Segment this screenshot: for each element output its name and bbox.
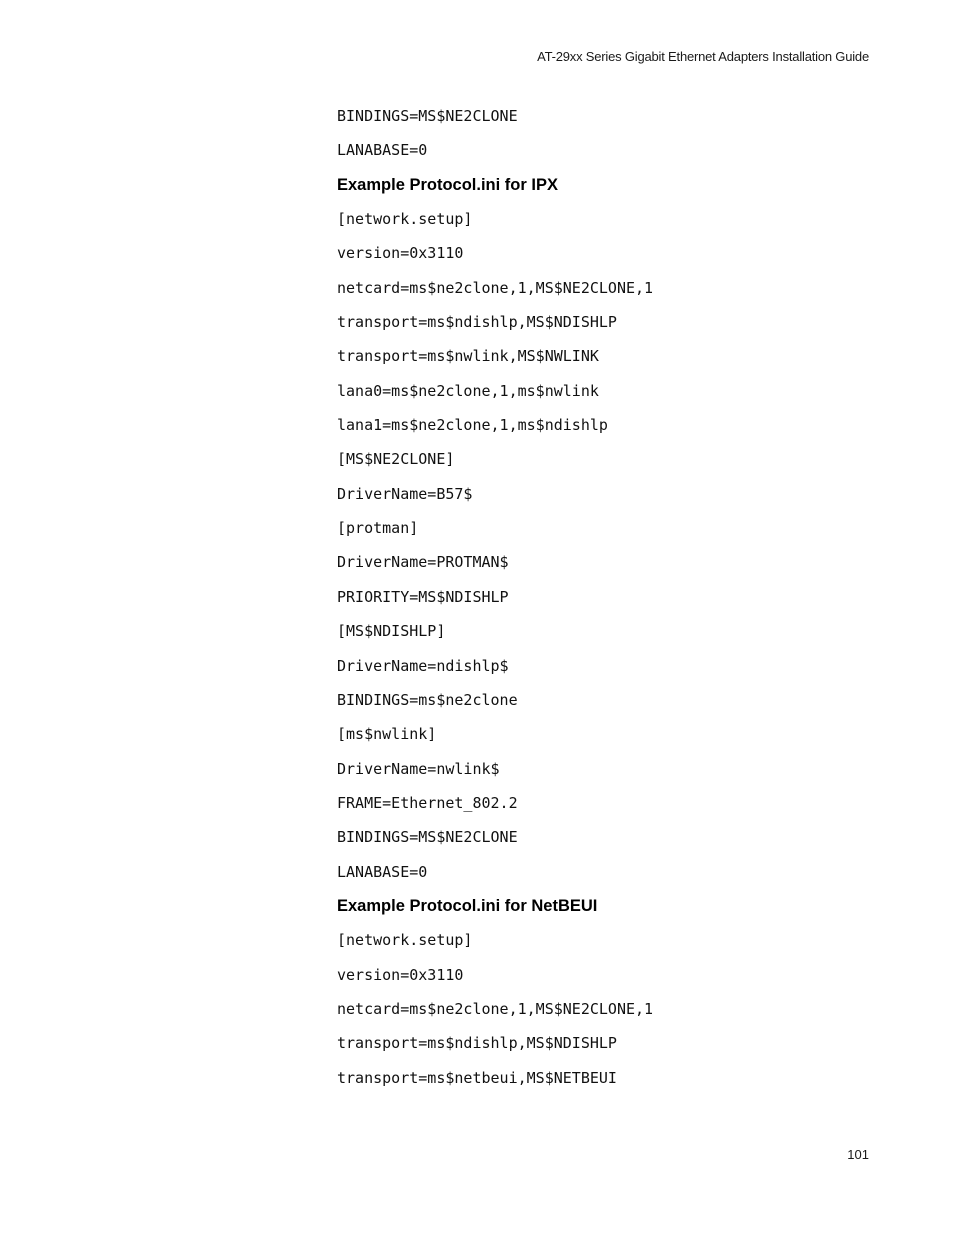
- code-line: BINDINGS=MS$NE2CLONE: [337, 828, 518, 847]
- code-line: transport=ms$nwlink,MS$NWLINK: [337, 347, 599, 366]
- code-line: netcard=ms$ne2clone,1,MS$NE2CLONE,1: [337, 999, 654, 1018]
- document-body: [337, 106, 897, 1102]
- page-number: 101: [847, 1147, 869, 1162]
- code-line: DriverName=B57$: [337, 484, 473, 503]
- code-line: [MS$NDISHLP]: [337, 622, 446, 641]
- code-line: [protman]: [337, 519, 419, 538]
- code-line: [ms$nwlink]: [337, 725, 437, 744]
- code-line: PRIORITY=MS$NDISHLP: [337, 587, 509, 606]
- code-line: DriverName=nwlink$: [337, 759, 500, 778]
- section-heading-netbeui: Example Protocol.ini for NetBEUI: [337, 896, 598, 915]
- code-line: transport=ms$ndishlp,MS$NDISHLP: [337, 313, 617, 332]
- code-line: version=0x3110: [337, 965, 464, 984]
- code-line: lana1=ms$ne2clone,1,ms$ndishlp: [337, 416, 608, 435]
- code-line: [network.setup]: [337, 210, 473, 229]
- code-line: FRAME=Ethernet_802.2: [337, 793, 518, 812]
- code-line: version=0x3110: [337, 244, 464, 263]
- code-line: LANABASE=0: [337, 862, 428, 881]
- code-line: transport=ms$ndishlp,MS$NDISHLP: [337, 1034, 617, 1053]
- code-line: transport=ms$netbeui,MS$NETBEUI: [337, 1068, 617, 1087]
- code-line: lana0=ms$ne2clone,1,ms$nwlink: [337, 381, 599, 400]
- code-line: BINDINGS=MS$NE2CLONE: [337, 107, 518, 125]
- code-line: DriverName=PROTMAN$: [337, 553, 509, 572]
- code-line: LANABASE=0: [337, 141, 428, 160]
- code-line: [MS$NE2CLONE]: [337, 450, 455, 469]
- code-line: BINDINGS=ms$ne2clone: [337, 690, 518, 709]
- code-line: DriverName=ndishlp$: [337, 656, 509, 675]
- running-header: AT-29xx Series Gigabit Ethernet Adapters Installation Guide: [537, 49, 869, 64]
- code-line: netcard=ms$ne2clone,1,MS$NE2CLONE,1: [337, 278, 654, 297]
- code-line: [network.setup]: [337, 931, 473, 950]
- section-heading-ipx: Example Protocol.ini for IPX: [337, 175, 558, 194]
